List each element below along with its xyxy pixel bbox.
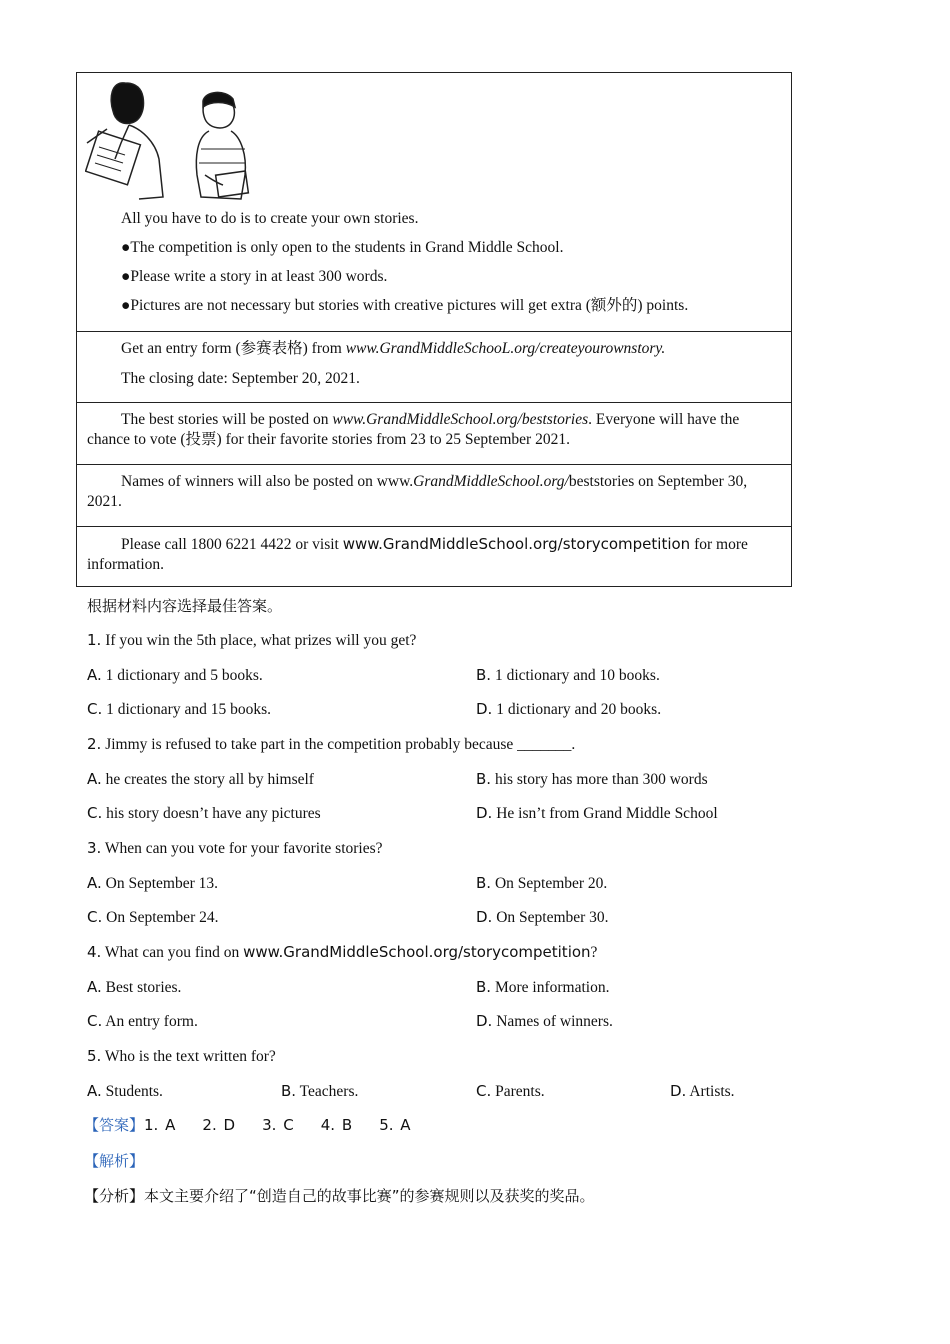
question-4-url[interactable]: www.GrandMiddleSchool.org/storycompetition xyxy=(243,943,591,961)
q5-option-c[interactable]: C. Parents. xyxy=(476,1082,545,1100)
q1-option-d[interactable]: D. 1 dictionary and 20 books. xyxy=(476,700,662,718)
question-1: 1. If you win the 5th place, what prizes will you get? xyxy=(87,631,417,649)
rules-intro: All you have to do is to create your own stories. xyxy=(121,210,419,227)
question-2: 2. Jimmy is refused to take part in the competition probably because _______. xyxy=(87,735,576,753)
q2-option-d[interactable]: D. He isn’t from Grand Middle School xyxy=(476,804,718,822)
q3-option-b[interactable]: B. On September 20. xyxy=(476,874,608,892)
q5-option-d[interactable]: D. Artists. xyxy=(670,1082,735,1100)
q1-option-c[interactable]: C. 1 dictionary and 15 books. xyxy=(87,700,272,718)
analysis-label: 【解析】 xyxy=(84,1152,145,1170)
q3-option-a[interactable]: A. On September 13. xyxy=(87,874,218,892)
rule-item: ●Please write a story in at least 300 words. xyxy=(121,268,388,285)
summary-line xyxy=(84,1186,595,1206)
q1-option-a[interactable]: A. 1 dictionary and 5 books. xyxy=(87,666,263,684)
passage-box xyxy=(76,72,792,587)
contact-cell xyxy=(77,526,791,586)
question-5: 5. Who is the text written for? xyxy=(87,1047,276,1065)
summary-label: 【分析】 xyxy=(84,1187,145,1205)
story-competition-url[interactable]: www.GrandMiddleSchool.org/storycompetition xyxy=(342,535,691,553)
q5-option-b[interactable]: B. Teachers. xyxy=(281,1082,359,1100)
rule-item: ●The competition is only open to the students in Grand Middle School. xyxy=(121,239,564,256)
entry-form-url[interactable]: www.GrandMiddleSchooL.org/createyourownstory. xyxy=(345,340,666,357)
q2-option-b[interactable]: B. his story has more than 300 words xyxy=(476,770,708,788)
closing-date: The closing date: September 20, 2021. xyxy=(121,370,360,387)
summary-text: 本文主要介绍了“创造自己的故事比赛”的参赛规则以及获奖的奖品。 xyxy=(144,1187,595,1205)
instruction: 根据材料内容选择最佳答案。 xyxy=(87,597,283,615)
q3-option-c[interactable]: C. On September 24. xyxy=(87,908,219,926)
q3-option-d[interactable]: D. On September 30. xyxy=(476,908,609,926)
answer-values: 1. A 2. D 3. C 4. B 5. A xyxy=(144,1116,411,1134)
winners-cell xyxy=(77,464,791,526)
answer-label: 【答案】 xyxy=(84,1116,145,1134)
entry-form-line: Get an entry form (参赛表格) from www.GrandMiddleSchooL.org/createyourownstory. xyxy=(121,340,666,357)
contact-text: Please call 1800 6221 4422 or visit www.GrandMiddleSchool.org/storycompetition for more information. xyxy=(87,535,748,573)
q2-option-c[interactable]: C. his story doesn’t have any pictures xyxy=(87,804,321,822)
question-3: 3. When can you vote for your favorite stories? xyxy=(87,839,383,857)
rule-item: ●Pictures are not necessary but stories with creative pictures will get extra (额外的) points. xyxy=(121,297,689,314)
answer-line xyxy=(84,1115,411,1136)
q1-option-b[interactable]: B. 1 dictionary and 10 books. xyxy=(476,666,660,684)
winners-url[interactable]: GrandMiddleSchool.org/ xyxy=(413,473,569,490)
q4-option-b[interactable]: B. More information. xyxy=(476,978,610,996)
winners-text: Names of winners will also be posted on www.GrandMiddleSchool.org/beststories on September 30, 2021. xyxy=(87,473,748,510)
voting-text: The best stories will be posted on www.GrandMiddleSchool.org/beststories. Everyone will have the chance to vote (投票) for their favorite stories from 23 to 25 September 2021. xyxy=(87,411,740,448)
q2-option-a[interactable]: A. he creates the story all by himself xyxy=(87,770,314,788)
q4-option-c[interactable]: C. An entry form. xyxy=(87,1012,198,1030)
q4-option-a[interactable]: A. Best stories. xyxy=(87,978,182,996)
q5-option-a[interactable]: A. Students. xyxy=(87,1082,163,1100)
kids-writing-illustration xyxy=(85,79,265,205)
question-4: 4. What can you find on www.GrandMiddleSchool.org/storycompetition? xyxy=(87,943,598,961)
rules-cell xyxy=(77,73,791,331)
q4-option-d[interactable]: D. Names of winners. xyxy=(476,1012,613,1030)
voting-cell xyxy=(77,402,791,464)
entry-cell xyxy=(77,331,791,402)
best-stories-url[interactable]: www.GrandMiddleSchool.org/beststories xyxy=(332,411,589,428)
